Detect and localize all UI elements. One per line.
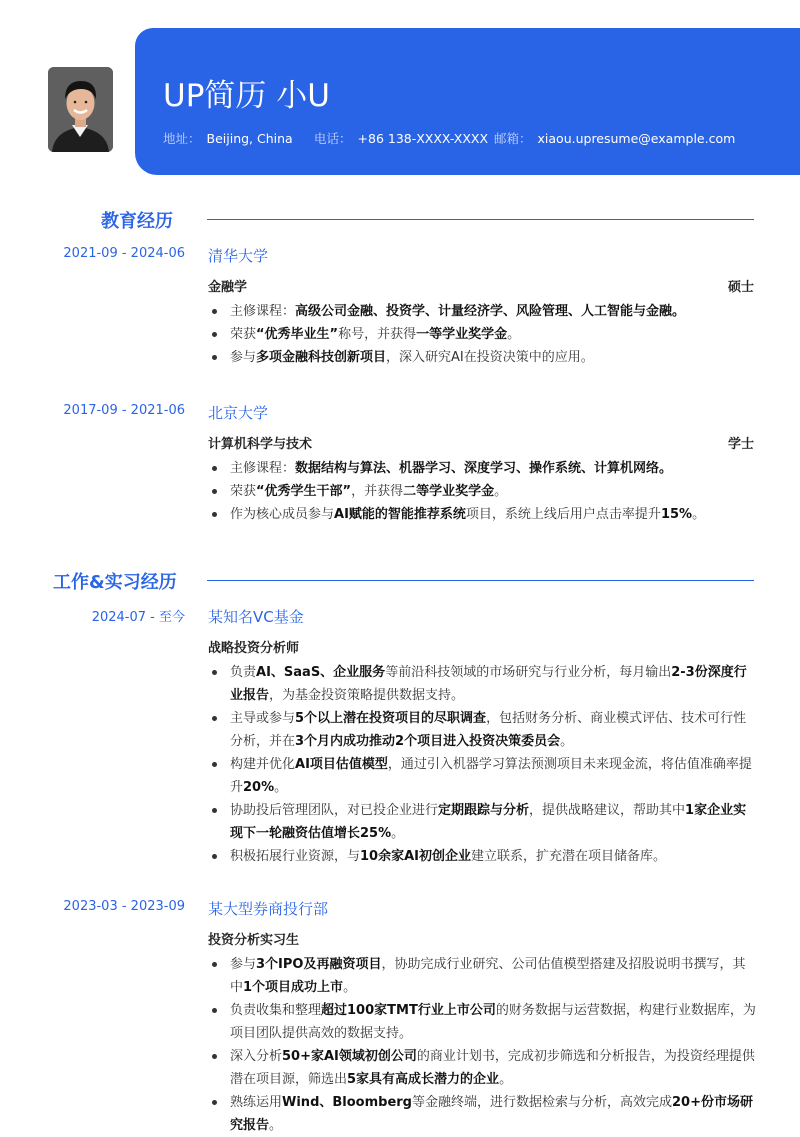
bullet-text: 作为核心成员参与 (230, 507, 335, 522)
work-date: 2024-07 - 至今 (91, 610, 185, 625)
edu-degree: 学士 (727, 437, 754, 452)
list-item (208, 480, 756, 503)
profile-photo (48, 67, 113, 152)
section-divider (207, 219, 754, 220)
list-item (208, 503, 756, 526)
section-title-work: 工作&实习经历 (53, 572, 177, 593)
list-item (208, 300, 756, 323)
candidate-name: UP简历 小U (163, 78, 330, 114)
bullet-text: 参与3个IPO及再融资项目，协助完成行业研究、公司估值模型搭建及招股说明书撰写，其中1个项目成功上市。 (230, 957, 746, 995)
work-bullets (208, 661, 756, 868)
bullet-text: 负责收集和整理超过100家TMT行业上市公司的财务数据与运营数据，构建行业数据库，为项目团队提供高效的数据支持。 (230, 1003, 756, 1041)
edu-date: 2017-09 - 2021-06 (63, 403, 185, 418)
work-bullets (208, 953, 756, 1137)
list-item (208, 799, 756, 845)
edu-major: 金融学 (208, 280, 248, 295)
list-item (208, 1045, 756, 1091)
bullet-text: 协助投后管理团队，对已投企业进行定期跟踪与分析，提供战略建议，帮助其中1家企业实现下一轮融资估值增长25%。 (230, 803, 747, 841)
contact-address-label: 地址： (163, 131, 201, 146)
edu-degree: 硕士 (727, 280, 754, 295)
section-divider (207, 580, 754, 581)
list-item (208, 753, 756, 799)
work-role: 投资分析实习生 (208, 933, 300, 948)
work-date: 2023-03 - 2023-09 (63, 899, 185, 914)
bullet-text: 熟练运用Wind、Bloomberg等金融终端，进行数据检索与分析，高效完成20+份市场研究报告。 (230, 1095, 753, 1133)
list-item (208, 457, 756, 480)
work-role: 战略投资分析师 (208, 641, 300, 656)
work-org: 某知名VC基金 (208, 608, 304, 626)
bullet-text: 主导或参与5个以上潜在投资项目的尽职调查，包括财务分析、商业模式评估、技术可行性分析，并在3个月内成功推动2个项目进入投资决策委员会。 (230, 711, 747, 749)
list-item (208, 1091, 756, 1137)
edu-school: 北京大学 (208, 404, 269, 422)
contact-address-value: Beijing, China (206, 131, 293, 146)
contact-address (163, 129, 293, 147)
list-item (208, 323, 756, 346)
contact-email-value: xiaou.upresume@example.com (537, 131, 736, 146)
list-item (208, 953, 756, 999)
list-item (208, 346, 756, 369)
bullet-text: AI赋能的智能推荐系统项目，系统上线后用户点击率提升15%。 (334, 507, 706, 522)
bullet-text: 荣获 (230, 484, 257, 499)
bullet-text: 数据结构与算法、机器学习、深度学习、操作系统、计算机网络。 (295, 461, 673, 476)
bullet-text: 负责AI、SaaS、企业服务等前沿科技领域的市场研究与行业分析，每月输出2-3份深度行业报告，为基金投资策略提供数据支持。 (230, 665, 747, 703)
bullet-text: 荣获 (230, 327, 257, 342)
list-item (208, 845, 756, 868)
edu-bullets (208, 300, 756, 369)
edu-major: 计算机科学与技术 (208, 437, 313, 452)
contact-phone (314, 129, 488, 147)
bullet-text: 多项金融科技创新项目，深入研究AI在投资决策中的应用。 (256, 350, 594, 365)
contact-email-label: 邮箱： (494, 131, 532, 146)
bullet-text: 构建并优化AI项目估值模型，通过引入机器学习算法预测项目未来现金流，将估值准确率提升20%。 (230, 757, 752, 795)
bullet-text: 参与 (230, 350, 257, 365)
list-item (208, 661, 756, 707)
bullet-text: “优秀毕业生”称号，并获得一等学业奖学金。 (256, 327, 521, 342)
bullet-text: 主修课程： (230, 304, 296, 319)
contact-email (494, 129, 735, 147)
edu-school: 清华大学 (208, 247, 269, 265)
contact-phone-value: +86 138-XXXX-XXXX (357, 131, 489, 146)
list-item (208, 707, 756, 753)
contact-phone-label: 电话： (314, 131, 352, 146)
bullet-text: 深入分析50+家AI领域初创公司的商业计划书，完成初步筛选和分析报告，为投资经理提供潜在项目源，筛选出5家具有高成长潜力的企业。 (230, 1049, 755, 1087)
list-item (208, 999, 756, 1045)
section-title-education: 教育经历 (101, 211, 173, 232)
bullet-text: 主修课程： (230, 461, 296, 476)
bullet-text: 高级公司金融、投资学、计量经济学、风险管理、人工智能与金融。 (295, 304, 686, 319)
bullet-text: 积极拓展行业资源，与10余家AI初创企业建立联系，扩充潜在项目储备库。 (230, 849, 667, 864)
bullet-text: “优秀学生干部”，并获得二等学业奖学金。 (256, 484, 508, 499)
edu-bullets (208, 457, 756, 526)
work-org: 某大型券商投行部 (208, 900, 329, 918)
edu-date: 2021-09 - 2024-06 (63, 246, 185, 261)
